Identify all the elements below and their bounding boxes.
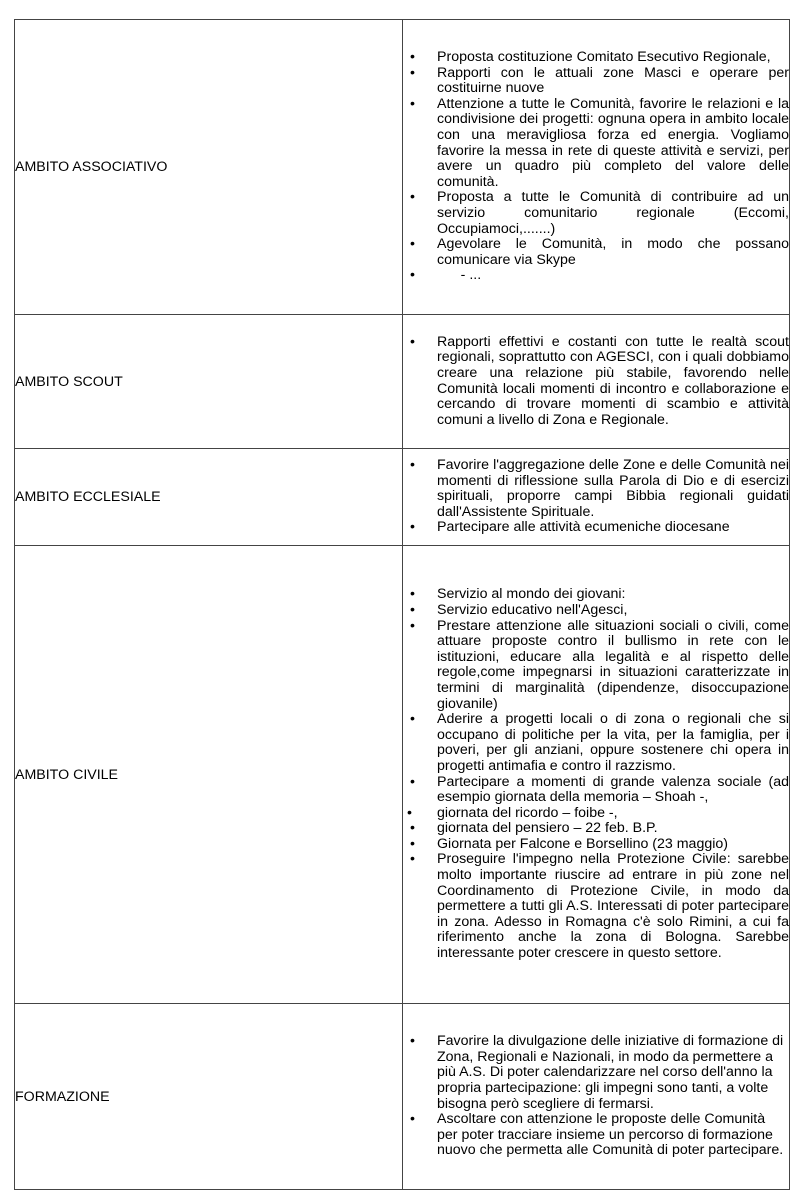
list-item: • Prestare attenzione alle situazioni sociali o civili, come attuare proposte contro il bullismo in rete con le istituzioni, educare alla legalità e al rispetto delle regole,come impegnarsi in situazioni caratterizzate in termini di marginalità (dipendenze, disoccupazione giovanile): [403, 619, 789, 713]
list-item: • Servizio educativo nell'Agesci,: [403, 603, 789, 619]
list-item: • Aderire a progetti locali o di zona o regionali che si occupano di politiche per la vita, per la famiglia, per i poveri, per gli anziani, oppure sostenere chi opera in progetti antimafia e contro il razzismo.: [403, 712, 789, 774]
bullet-list: [403, 50, 789, 284]
list-item: • Ascoltare con attenzione le proposte delle Comunità per poter tracciare insieme un percorso di formazione nuovo che permetta alle Comunità di poter partecipare.: [403, 1112, 789, 1159]
table-row-ambito-civile: [15, 546, 790, 1004]
list-item: • - ...: [403, 268, 789, 284]
row-content: [403, 1004, 790, 1190]
bullet-list: [403, 587, 789, 961]
table-row-ambito-associativo: [15, 20, 790, 315]
bullet-list: [403, 1034, 789, 1159]
bullet-list: [403, 335, 789, 429]
row-label: FORMAZIONE: [15, 1004, 403, 1190]
list-item: • Agevolare le Comunità, in modo che possano comunicare via Skype: [403, 237, 789, 268]
list-item: • Rapporti effettivi e costanti con tutte le realtà scout regionali, soprattutto con AGESCI, con i quali dobbiamo creare una relazione più stabile, favorendo nelle Comunità locali momenti di incontro e collaborazione e cercando di trovare momenti di scambio e attività comuni a livello di Zona e Regionale.: [403, 335, 789, 429]
list-item: • Servizio al mondo dei giovani:: [403, 587, 789, 603]
list-item: • giornata del pensiero – 22 feb. B.P.: [403, 821, 789, 837]
list-item: • Favorire l'aggregazione delle Zone e delle Comunità nei momenti di riflessione sulla Parola di Dio e di esercizi spirituali, proporre campi Bibbia regionali guidati dall'Assistente Spirituale.: [403, 458, 789, 520]
row-content: [403, 20, 790, 315]
row-content: [403, 315, 790, 449]
table-row-formazione: [15, 1004, 790, 1190]
table-row-ambito-ecclesiale: [15, 449, 790, 546]
list-item: • Partecipare a momenti di grande valenza sociale (ad esempio giornata della memoria – Shoah -,: [403, 775, 789, 806]
list-item: • Attenzione a tutte le Comunità, favorire le relazioni e la condivisione dei progetti: ognuna opera in ambito locale con una meravigliosa forza ed energia. Vogliamo favorire la messa in rete di queste attività e servizi, per avere un quadro più completo del valore delle comunità.: [403, 97, 789, 191]
list-item: • Giornata per Falcone e Borsellino (23 maggio): [403, 837, 789, 853]
row-label: AMBITO ECCLESIALE: [15, 449, 403, 546]
list-item: • Rapporti con le attuali zone Masci e operare per costituirne nuove: [403, 66, 789, 97]
row-label: AMBITO CIVILE: [15, 546, 403, 1004]
row-content: [403, 546, 790, 1004]
list-item: • Proseguire l'impegno nella Protezione Civile: sarebbe molto importante riuscire ad entrare in più zone nel Coordinamento di Protezione Civile, in modo da permettere a tutti gli A.S. Interessati di poter partecipare in zona. Adesso in Romagna c'è solo Rimini, a cui fa riferimento anche la zona di Bologna. Sarebbe interessante poter crescere in questo settore.: [403, 852, 789, 961]
bullet-list: [403, 458, 789, 536]
list-item: • Favorire la divulgazione delle iniziative di formazione di Zona, Regionali e Nazionali, in modo da permettere a più A.S. Di poter calendarizzare nel corso dell'anno la propria partecipazione: gli impegni sono tanti, a volte bisogna però scegliere di fermarsi.: [403, 1034, 789, 1112]
table-row-ambito-scout: [15, 315, 790, 449]
row-label: AMBITO ASSOCIATIVO: [15, 20, 403, 315]
list-item: • Proposta a tutte le Comunità di contribuire ad un servizio comunitario regionale (Eccomi, Occupiamoci,.......): [403, 190, 789, 237]
list-item: • Partecipare alle attività ecumeniche diocesane: [403, 520, 789, 536]
row-content: [403, 449, 790, 546]
list-item: • Proposta costituzione Comitato Esecutivo Regionale,: [403, 50, 789, 66]
row-label: AMBITO SCOUT: [15, 315, 403, 449]
programme-table: [14, 19, 790, 1190]
list-item: • giornata del ricordo – foibe -,: [403, 806, 789, 822]
